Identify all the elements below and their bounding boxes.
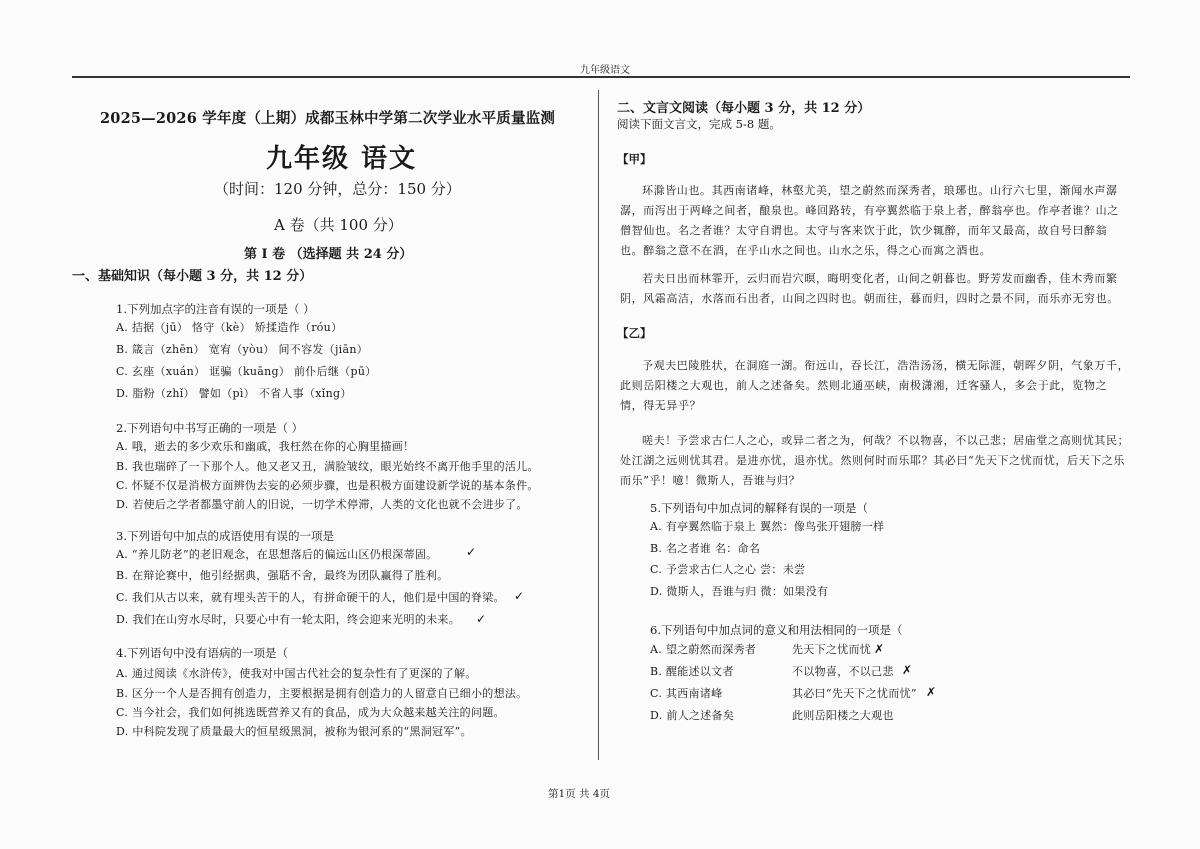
- passage-jia-paragraph-1: 环滁皆山也。其西南诸峰，林壑尤美，望之蔚然而深秀者，琅琊也。山行六七里，渐闻水声潺潺，而泻出于两峰之间者，酿泉也。峰回路转，有亭翼然临于泉上者，醉翁亭也。作亭者谁？山之僧智仙也。名之者谁？太守自谓也。太守与客来饮于此，饮少辄醉，而年又最高，故自号曰醉翁也。醉翁之意不在酒，在乎山水之间也。山水之乐，得之心而寓之酒也。: [620, 184, 1119, 257]
- q4-option-c: C. 当今社会，我们如何挑选既营养又有的食品，成为大众越来越关注的问题。: [116, 706, 505, 719]
- q3-option-c: C. 我们从古以来，就有埋头苦干的人，有拼命硬干的人，他们是中国的脊梁。: [116, 591, 505, 604]
- check-mark: ✓: [514, 589, 525, 603]
- check-mark: ✓: [476, 612, 487, 626]
- passage-jia-label: 【甲】: [617, 152, 652, 166]
- q1-option-a: A. 拮据（jū） 恪守（kè） 矫揉造作（róu）: [116, 321, 343, 334]
- q6-option-b-left: B. 醒能述以文者: [650, 665, 734, 678]
- q5-option-b: B. 名之者谁 名：命名: [650, 542, 761, 555]
- q6-option-c-right: 其必曰“先天下之忧而忧”: [792, 687, 917, 700]
- q2-option-a: A. 哦，逝去的多少欢乐和幽戚，我枉然在你的心胸里描画！: [116, 440, 415, 453]
- q3-stem: 3.下列语句中加点的成语使用有误的一项是: [116, 529, 334, 543]
- column-divider: [598, 90, 599, 760]
- q4-option-d: D. 中科院发现了质量最大的恒星级黑洞，被称为银河系的“黑洞冠军”。: [116, 725, 472, 738]
- section2-heading: 二、文言文阅读（每小题 3 分，共 12 分）: [617, 101, 871, 116]
- q2-option-d: D. 若使后之学者都墨守前人的旧说，一切学术停滞，人类的文化也就不会进步了。: [116, 498, 528, 511]
- page-footer: 第1页 共 4页: [548, 788, 611, 800]
- q5-stem: 5.下列语句中加点词的解释有误的一项是（: [650, 501, 868, 515]
- q2-option-b: B. 我也瑞碎了一下那个人。他又老又丑，满脸皱纹，眼光始终不离开他手里的活儿。: [116, 460, 539, 473]
- volume-heading: A 卷（共 100 分）: [274, 216, 403, 234]
- exam-title: 2025—2026 学年度（上期）成都玉林中学第二次学业水平质量监测: [100, 110, 556, 127]
- section2-instruction: 阅读下面文言文，完成 5-8 题。: [617, 117, 781, 131]
- subject-title: 九年级 语文: [266, 144, 418, 174]
- passage-yi-paragraph-1: 予观夫巴陵胜状，在洞庭一湖。衔远山，吞长江，浩浩汤汤，横无际涯，朝晖夕阴，气象万千，此则岳阳楼之大观也，前人之述备矣。然则北通巫峡，南极潇湘，迁客骚人，多会于此，览物之情，得无异乎？: [620, 359, 1130, 412]
- passage-yi-paragraph-2: 嗟夫！予尝求古仁人之心，或异二者之为，何哉？不以物喜，不以己悲；居庙堂之高则忧其民；处江湖之远则忧其君。是进亦忧，退亦忧。然则何时而乐耶？其必曰“先天下之忧而忧，后天下之乐而乐”乎！噫！微斯人，吾谁与归？: [620, 434, 1130, 487]
- q6-option-c-left: C. 其西南诸峰: [650, 687, 723, 700]
- q1-option-d: D. 脂粉（zhǐ） 譬如（pì） 不省人事（xǐng）: [116, 387, 352, 400]
- passage-jia-paragraph-2: 若夫日出而林霏开，云归而岩穴暝，晦明变化者，山间之朝暮也。野芳发而幽香，佳木秀而繁阴，风霜高洁，水落而石出者，山间之四时也。朝而往，暮而归，四时之景不同，而乐亦无穷也。: [620, 272, 1119, 305]
- section1-heading: 一、基础知识（每小题 3 分，共 12 分）: [72, 269, 313, 284]
- q6-option-b-right: 不以物喜，不以己悲: [792, 665, 894, 678]
- running-header-title: 九年级语文: [580, 65, 630, 76]
- q4-stem: 4.下列语句中没有语病的一项是（: [116, 646, 288, 660]
- q1-stem: 1.下列加点字的注音有误的一项是（ ）: [116, 302, 315, 316]
- passage-yi-label: 【乙】: [617, 326, 652, 340]
- q6-option-a-right: 先天下之忧而忧: [792, 643, 872, 656]
- check-mark: ✓: [466, 545, 477, 559]
- q2-option-c: C. 怀疑不仅是消极方面辨伪去妄的必须步骤，也是积极方面建设新学说的基本条件。: [116, 479, 539, 492]
- q6-option-d-right: 此则岳阳楼之大观也: [792, 709, 894, 722]
- q5-option-d: D. 微斯人，吾谁与归 微：如果没有: [650, 585, 829, 598]
- q3-option-d: D. 我们在山穷水尽时，只要心中有一轮太阳，终会迎来光明的未来。: [116, 613, 461, 626]
- q5-option-a: A. 有亭翼然临于泉上 翼然：像鸟张开翅膀一样: [650, 520, 885, 533]
- q6-option-d-left: D. 前人之述备矣: [650, 709, 735, 722]
- q6-option-a-left: A. 望之蔚然而深秀者: [650, 643, 757, 656]
- cross-mark: ✗: [926, 685, 937, 699]
- q1-option-b: B. 箴言（zhēn） 宽宥（yòu） 间不容发（jiān）: [116, 343, 369, 356]
- header-rule: [72, 76, 1130, 78]
- q1-option-c: C. 玄座（xuán） 诓骗（kuāng） 前仆后继（pū）: [116, 365, 377, 378]
- part-heading: 第 I 卷 （选择题 共 24 分）: [244, 247, 413, 262]
- q5-option-c: C. 予尝求古仁人之心 尝：未尝: [650, 563, 806, 576]
- q3-option-b: B. 在辩论赛中，他引经据典，强聒不舍，最终为团队赢得了胜利。: [116, 569, 449, 582]
- q6-stem: 6.下列语句中加点词的意义和用法相同的一项是（: [650, 623, 903, 637]
- q4-option-b: B. 区分一个人是否拥有创造力，主要根据是拥有创造力的人留意自已细小的想法。: [116, 687, 528, 700]
- cross-mark: ✗: [874, 642, 885, 656]
- q3-option-a: A. “养儿防老”的老旧观念，在思想落后的偏远山区仍根深蒂固。: [116, 548, 438, 561]
- cross-mark: ✗: [902, 663, 913, 677]
- q2-stem: 2.下列语句中书写正确的一项是（ ）: [116, 421, 304, 435]
- q4-option-a: A. 通过阅读《水浒传》，使我对中国古代社会的复杂性有了更深的了解。: [116, 667, 477, 680]
- time-info: （时间：120 分钟，总分：150 分）: [214, 180, 461, 198]
